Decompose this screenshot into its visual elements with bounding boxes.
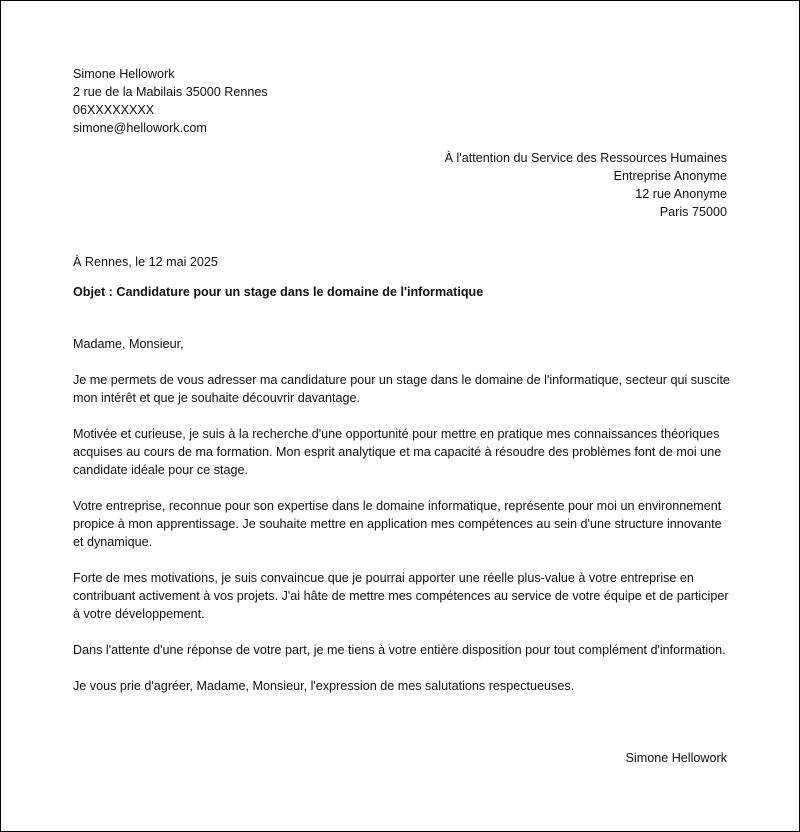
recipient-street: 12 rue Anonyme bbox=[635, 187, 727, 201]
body-paragraph: Votre entreprise, reconnue pour son expertise dans le domaine informatique, représente pour moi un environnement propice à mon apprentissage. Je souhaite mettre en application mes compétences au sein d'une structure innovante et dynamique. bbox=[73, 499, 722, 549]
sender-block bbox=[73, 65, 268, 137]
sender-name: Simone Hellowork bbox=[73, 67, 175, 81]
sender-email: simone@hellowork.com bbox=[73, 121, 207, 135]
letter-body bbox=[73, 335, 733, 713]
sender-phone: 06XXXXXXXX bbox=[73, 103, 155, 117]
body-paragraph: Forte de mes motivations, je suis convaincue que je pourrai apporter une réelle plus-value à votre entreprise en contribuant activement à vos projets. J'ai hâte de mettre mes compétences au service de votre équipe et de participer à votre développement. bbox=[73, 571, 729, 621]
body-paragraph: Motivée et curieuse, je suis à la recherche d'une opportunité pour mettre en pratique mes connaissances théoriques acquises au cours de ma formation. Mon esprit analytique et ma capacité à résoudre des problèmes font de moi une candidate idéale pour ce stage. bbox=[73, 427, 722, 477]
letter-date: À Rennes, le 12 mai 2025 bbox=[73, 255, 218, 269]
recipient-block bbox=[445, 149, 727, 221]
body-paragraph: Dans l'attente d'une réponse de votre part, je me tiens à votre entière disposition pour tout complément d'information. bbox=[73, 643, 726, 657]
recipient-city: Paris 75000 bbox=[659, 205, 727, 219]
signature: Simone Hellowork bbox=[625, 751, 727, 765]
sender-address: 2 rue de la Mabilais 35000 Rennes bbox=[73, 85, 268, 99]
recipient-attention: À l'attention du Service des Ressources Humaines bbox=[444, 151, 727, 165]
recipient-company: Entreprise Anonyme bbox=[613, 169, 727, 183]
letter-subject: Objet : Candidature pour un stage dans le domaine de l'informatique bbox=[73, 285, 484, 299]
closing-paragraph: Je vous prie d'agréer, Madame, Monsieur, l'expression de mes salutations respectueuses. bbox=[73, 679, 575, 693]
body-paragraph: Je me permets de vous adresser ma candidature pour un stage dans le domaine de l'informatique, secteur qui suscite mon intérêt et que je souhaite découvrir davantage. bbox=[73, 373, 730, 405]
salutation: Madame, Monsieur, bbox=[73, 337, 184, 351]
